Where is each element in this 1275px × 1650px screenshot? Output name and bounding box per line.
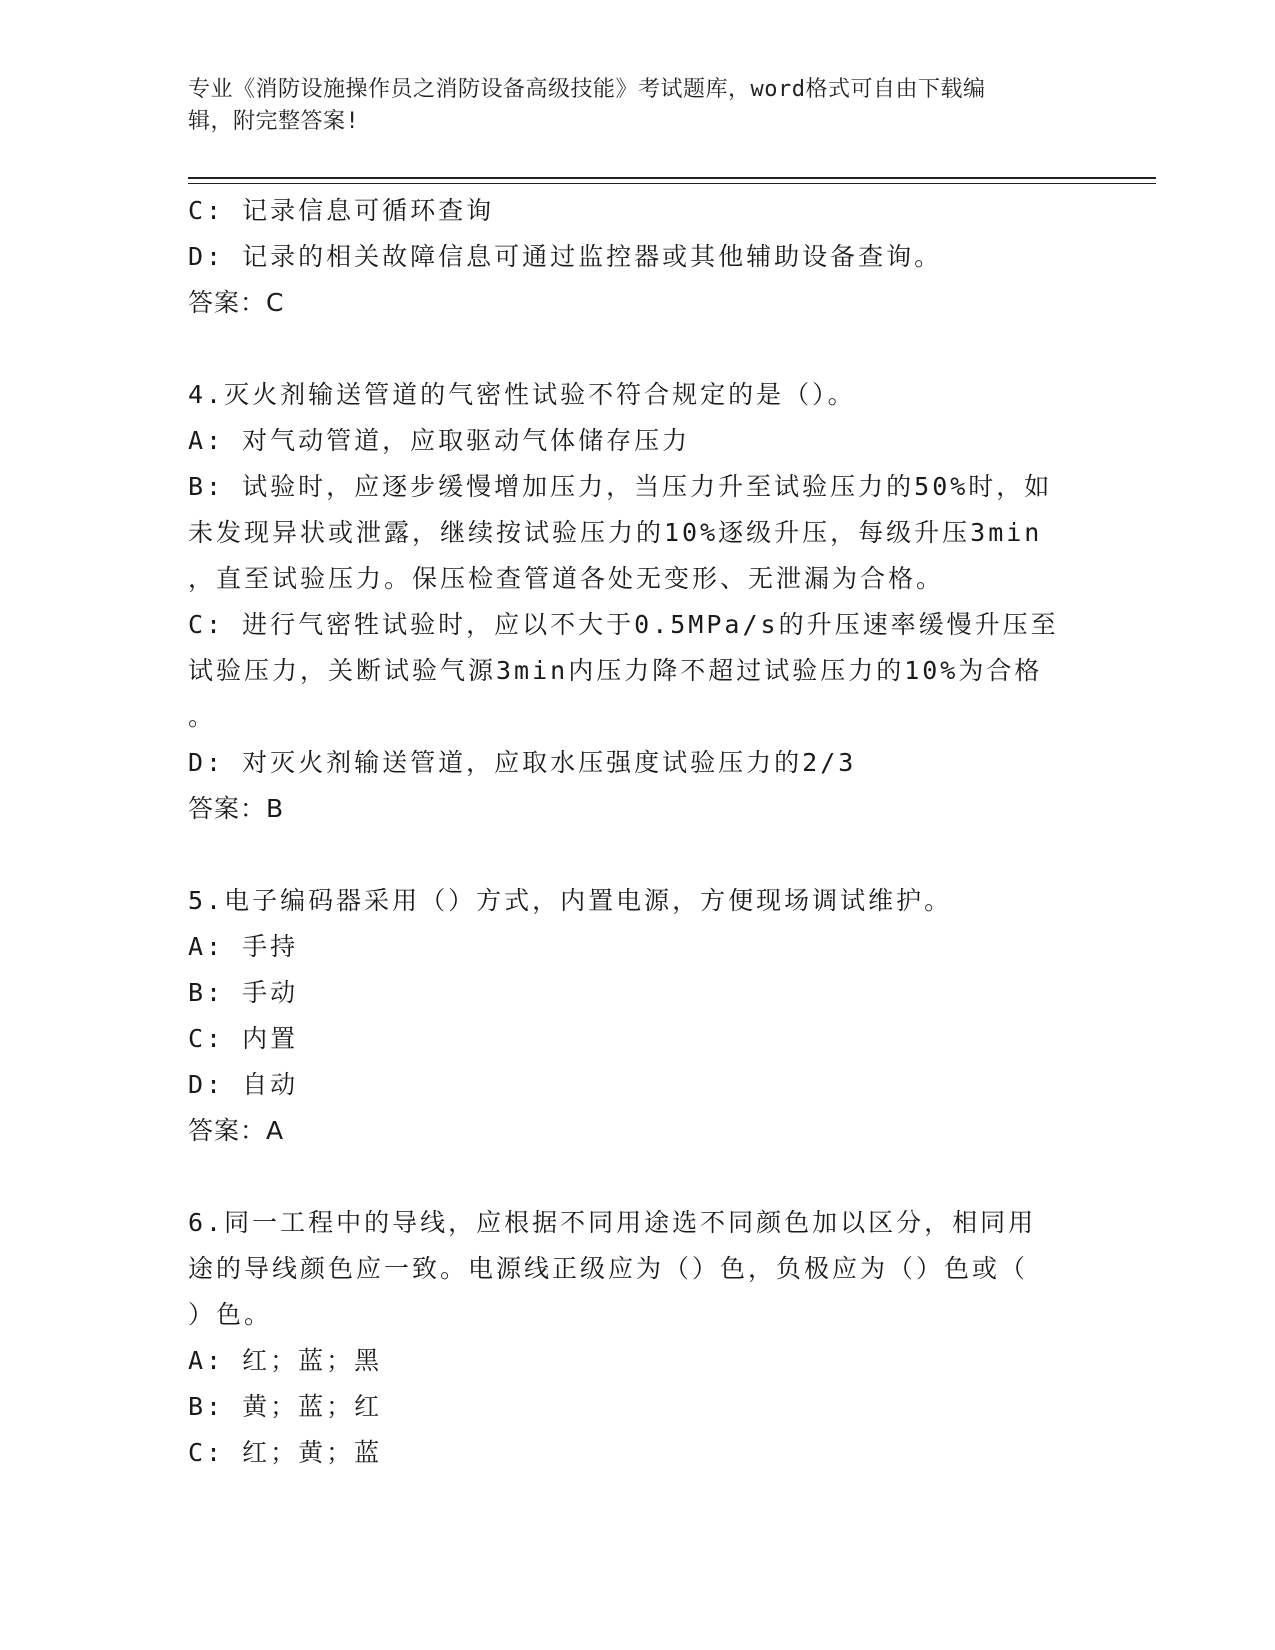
- q3-answer: 答案：C: [188, 288, 285, 317]
- question-content: [188, 188, 1068, 1476]
- question-5: [188, 878, 1068, 1154]
- q6-question-line-3: ）色。: [188, 1300, 273, 1329]
- question-3-tail: [188, 188, 1068, 326]
- q6-option-a: A: 红；蓝；黑: [188, 1346, 383, 1375]
- q4-option-a: A: 对气动管道，应取驱动气体储存压力: [188, 426, 691, 455]
- q6-option-c: C: 红；黄；蓝: [188, 1438, 383, 1467]
- q4-option-b-line-1: B: 试验时，应逐步缓慢增加压力，当压力升至试验压力的50%时，如: [188, 472, 1053, 501]
- header-line-2: 辑，附完整答案!: [188, 109, 360, 134]
- q6-option-b: B: 黄；蓝；红: [188, 1392, 383, 1421]
- q5-option-d: D: 自动: [188, 1070, 299, 1099]
- header-divider-thick: [188, 177, 1156, 179]
- q6-question-line-2: 途的导线颜色应一致。电源线正级应为（）色，负极应为（）色或（: [188, 1254, 1029, 1283]
- q4-question: 4.灭火剂输送管道的气密性试验不符合规定的是（）。: [188, 380, 856, 409]
- question-6: [188, 1200, 1068, 1476]
- q5-option-b: B: 手动: [188, 978, 299, 1007]
- q6-question-line-1: 6.同一工程中的导线，应根据不同用途选不同颜色加以区分，相同用: [188, 1208, 1037, 1237]
- q4-option-c-line-1: C: 进行气密牲试验时，应以不大于0.5MPa/s的升压速率缓慢升压至: [188, 610, 1059, 639]
- header-line-1: 专业《消防设施操作员之消防设备高级技能》考试题库，word格式可自由下载编: [188, 77, 986, 102]
- q5-option-a: A: 手持: [188, 932, 299, 961]
- q4-option-b-line-3: ，直至试验压力。保压检查管道各处无变形、无泄漏为合格。: [188, 564, 945, 593]
- spacer: [188, 1154, 1068, 1200]
- q3-option-d: D: 记录的相关故障信息可通过监控器或其他辅助设备查询。: [188, 242, 943, 271]
- document-header: [188, 74, 1068, 138]
- q4-answer: 答案：B: [188, 794, 285, 823]
- spacer: [188, 326, 1068, 372]
- q5-answer: 答案：A: [188, 1116, 285, 1145]
- question-4: [188, 372, 1068, 832]
- q4-option-c-line-3: 。: [188, 702, 217, 731]
- q5-question: 5.电子编码器采用（）方式，内置电源，方便现场调试维护。: [188, 886, 953, 915]
- q4-option-b-line-2: 未发现异状或泄露，继续按试验压力的10%逐级升压，每级升压3min: [188, 518, 1043, 547]
- header-divider-thin: [188, 183, 1156, 184]
- q4-option-d: D: 对灭火剂输送管道，应取水压强度试验压力的2/3: [188, 748, 857, 777]
- q3-option-c: C: 记录信息可循环查询: [188, 196, 495, 225]
- spacer: [188, 832, 1068, 878]
- q5-option-c: C: 内置: [188, 1024, 299, 1053]
- q4-option-c-line-2: 试验压力，关断试验气源3min内压力降不超过试验压力的10%为合格: [188, 656, 1043, 685]
